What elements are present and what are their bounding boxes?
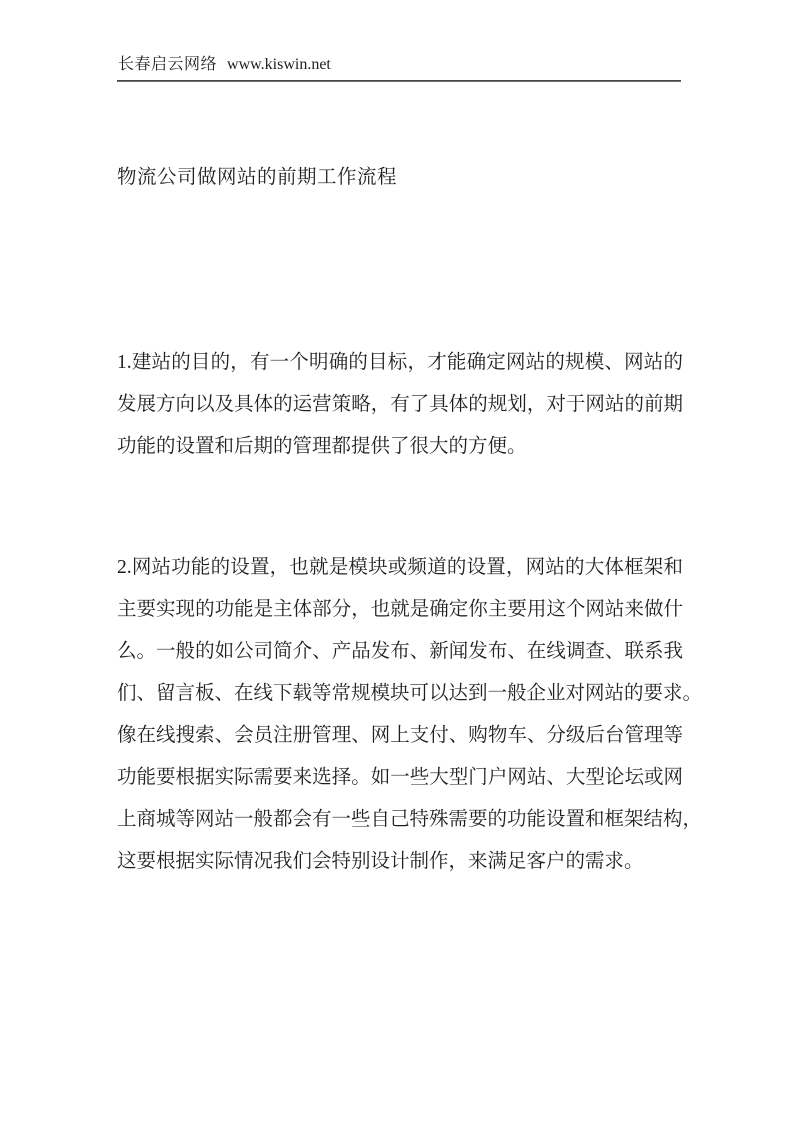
company-name: 长春启云网络	[118, 56, 218, 73]
document-title: 物流公司做网站的前期工作流程	[117, 167, 398, 188]
text-line: 上商城等网站一般都会有一些自己特殊需要的功能设置和框架结构，	[117, 809, 703, 830]
text-line: 1.建站的目的，有一个明确的目标，才能确定网站的规模、网站的	[117, 352, 683, 373]
text-line: 功能要根据实际需要来选择。如一些大型门户网站、大型论坛或网	[117, 767, 683, 788]
page-header	[118, 54, 684, 76]
header-rule	[117, 80, 681, 82]
paragraph-1	[117, 342, 683, 468]
text-line: 主要实现的功能是主体部分，也就是确定你主要用这个网站来做什	[117, 599, 683, 620]
text-line: 2.网站功能的设置，也就是模块或频道的设置，网站的大体框架和	[117, 557, 683, 578]
text-line: 么。一般的如公司简介、产品发布、新闻发布、在线调查、联系我	[117, 641, 683, 662]
text-line: 发展方向以及具体的运营策略，有了具体的规划，对于网站的前期	[117, 394, 683, 415]
website-url: www.kiswin.net	[227, 56, 331, 73]
paragraph-2	[117, 547, 703, 883]
text-line: 们、留言板、在线下载等常规模块可以达到一般企业对网站的要求。	[117, 683, 703, 704]
text-line: 这要根据实际情况我们会特别设计制作，来满足客户的需求。	[117, 851, 644, 872]
text-line: 像在线搜索、会员注册管理、网上支付、购物车、分级后台管理等	[117, 725, 683, 746]
text-line: 功能的设置和后期的管理都提供了很大的方便。	[117, 436, 527, 457]
